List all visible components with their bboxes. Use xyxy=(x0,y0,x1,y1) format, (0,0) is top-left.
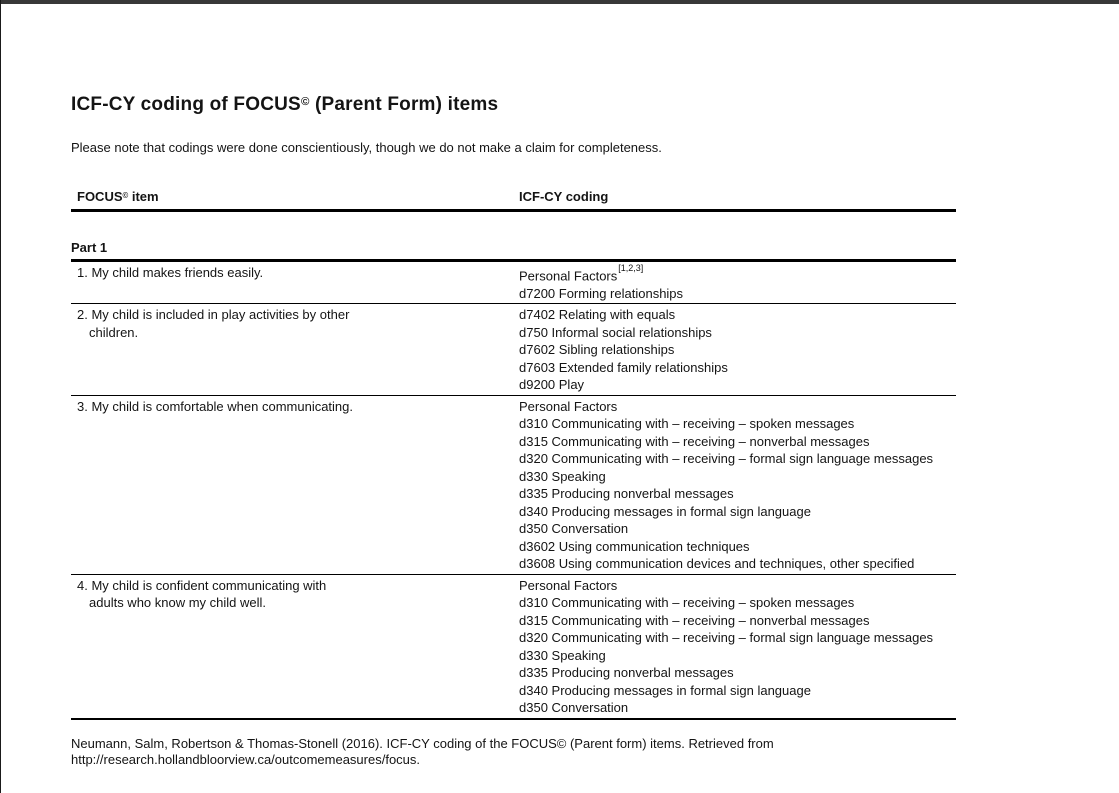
citation-url: http://research.hollandbloorview.ca/outcomemeasures/focus. xyxy=(71,752,421,768)
document-page xyxy=(71,4,956,769)
coding-line: Personal Factors[1,2,3] xyxy=(519,263,644,284)
coding-line: d7402 Relating with equals xyxy=(519,307,676,323)
table-row xyxy=(71,304,956,396)
coding-line: d310 Communicating with – receiving – spoken messages xyxy=(519,595,855,611)
coding-line: d335 Producing nonverbal messages xyxy=(519,665,734,681)
coding-line: d350 Conversation xyxy=(519,700,629,716)
disclaimer-note: Please note that codings were done conscientiously, though we do not make a claim for completeness. xyxy=(71,140,662,155)
coding-line: d320 Communicating with – receiving – formal sign language messages xyxy=(519,630,934,646)
copyright-symbol: © xyxy=(122,190,129,200)
page-title-suffix: (Parent Form) items xyxy=(309,94,499,115)
footnote-ref: [1,2,3] xyxy=(618,263,644,273)
item-line: 1. My child makes friends easily. xyxy=(77,265,264,280)
coding-line: d7200 Forming relationships xyxy=(519,285,684,301)
coding-line: d340 Producing messages in formal sign language xyxy=(519,503,811,519)
item-cell xyxy=(71,398,519,573)
coding-line: Personal Factors xyxy=(519,577,618,593)
coding-line: d9200 Play xyxy=(519,377,585,393)
coding-line: d7603 Extended family relationships xyxy=(519,359,728,375)
item-cell xyxy=(71,264,519,302)
coding-table xyxy=(71,189,956,720)
coding-line: d310 Communicating with – receiving – spoken messages xyxy=(519,416,855,432)
item-line: children. xyxy=(89,324,139,340)
page-title-text: ICF-CY coding of FOCUS xyxy=(71,94,301,115)
part-heading: Part 1 xyxy=(71,240,956,262)
column-header-focus-item xyxy=(71,189,519,207)
coding-line: d7602 Sibling relationships xyxy=(519,342,675,358)
column-header-icfcy-coding: ICF-CY coding xyxy=(519,189,609,204)
item-cell xyxy=(71,577,519,717)
column-header-focus-text: FOCUS xyxy=(77,189,123,204)
coding-line: d340 Producing messages in formal sign language xyxy=(519,682,811,698)
table-header-row xyxy=(71,189,956,212)
coding-line: d330 Speaking xyxy=(519,468,606,484)
coding-line: d330 Speaking xyxy=(519,647,606,663)
item-line: 3. My child is comfortable when communicating. xyxy=(77,398,354,414)
coding-cell xyxy=(519,577,956,717)
coding-line: d315 Communicating with – receiving – nonverbal messages xyxy=(519,433,870,449)
coding-cell xyxy=(519,264,956,302)
item-line: adults who know my child well. xyxy=(89,595,267,611)
coding-line: d335 Producing nonverbal messages xyxy=(519,486,734,502)
coding-line: d3602 Using communication techniques xyxy=(519,538,750,554)
table-row xyxy=(71,575,956,720)
copyright-symbol: © xyxy=(300,95,310,108)
coding-line: d750 Informal social relationships xyxy=(519,324,712,340)
table-row xyxy=(71,396,956,575)
item-line: 4. My child is confident communicating with xyxy=(77,577,327,593)
left-edge-line xyxy=(0,0,1,793)
item-cell xyxy=(71,306,519,394)
coding-cell xyxy=(519,398,956,573)
table-row xyxy=(71,262,956,304)
coding-line: d350 Conversation xyxy=(519,521,629,537)
page-title xyxy=(71,93,956,119)
coding-line: d315 Communicating with – receiving – nonverbal messages xyxy=(519,612,870,628)
coding-line: d3608 Using communication devices and techniques, other specified xyxy=(519,556,915,572)
coding-cell xyxy=(519,306,956,394)
coding-line: Personal Factors xyxy=(519,398,618,414)
table-rows xyxy=(71,262,956,720)
footer-citation xyxy=(71,736,956,769)
item-line: 2. My child is included in play activities by other xyxy=(77,307,350,323)
citation-line: Neumann, Salm, Robertson & Thomas-Stonell (2016). ICF-CY coding of the FOCUS© (Parent form) items. Retrieved from xyxy=(71,735,774,751)
column-header-item-suffix: item xyxy=(128,189,159,204)
coding-line: d320 Communicating with – receiving – formal sign language messages xyxy=(519,451,934,467)
